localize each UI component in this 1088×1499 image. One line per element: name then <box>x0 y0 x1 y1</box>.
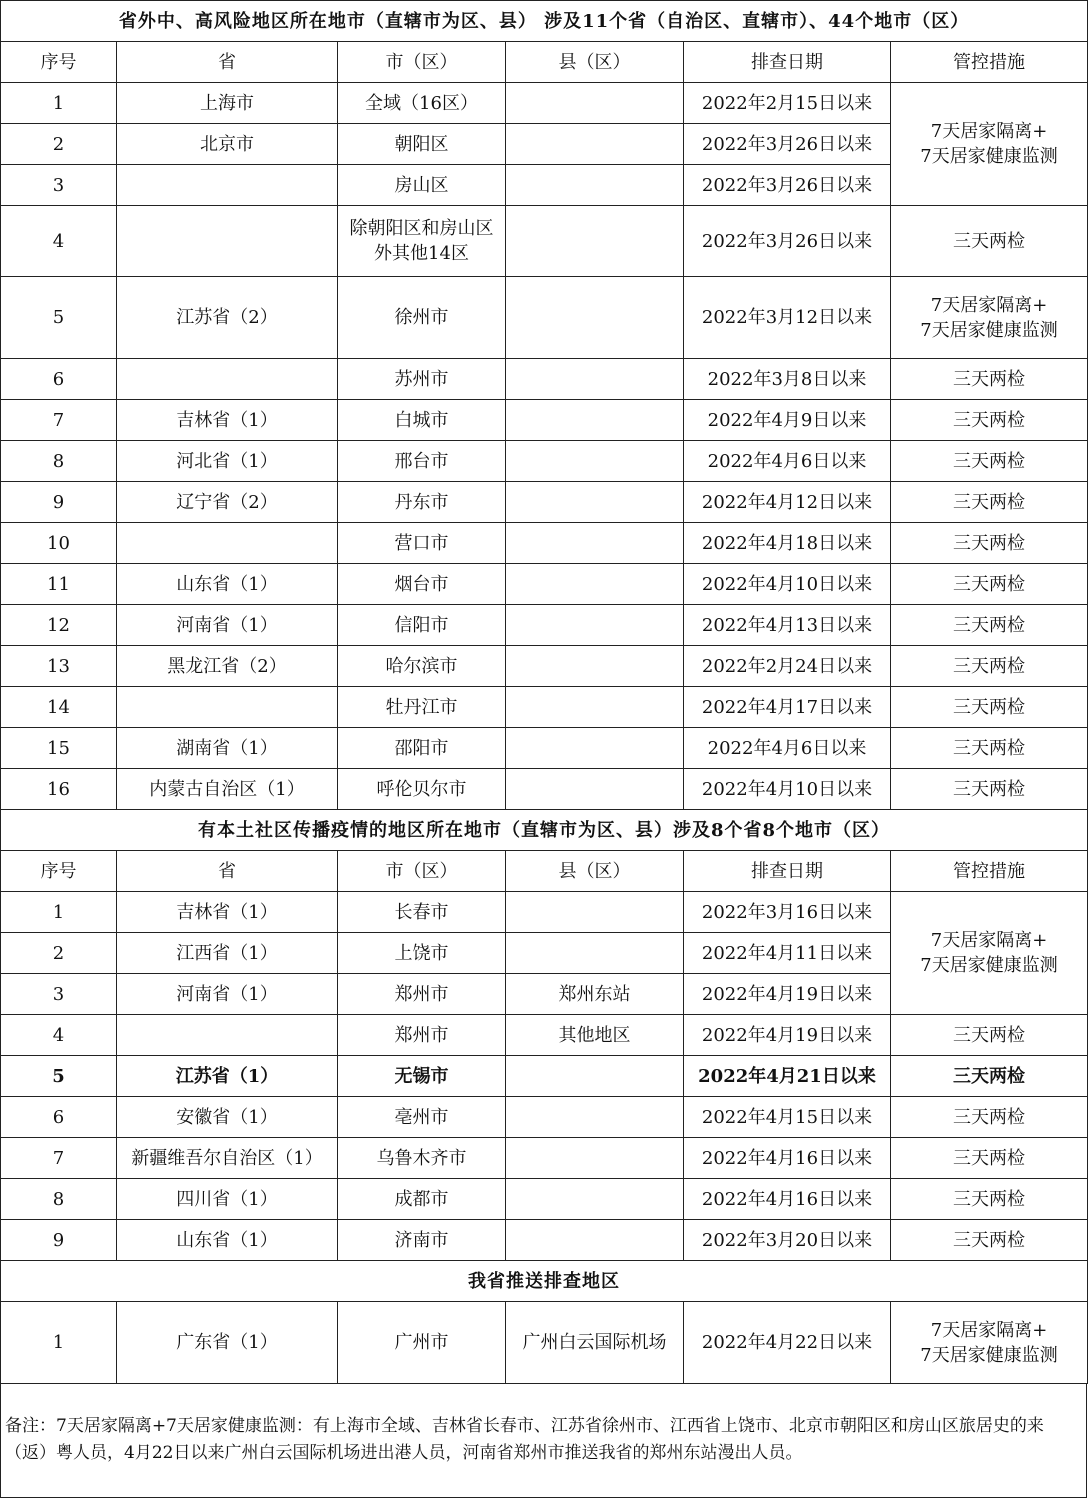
city-cell: 白城市 <box>338 400 506 441</box>
province-cell: 山东省（1） <box>117 1220 338 1261</box>
county-cell: 其他地区 <box>506 1015 684 1056</box>
province-cell: 四川省（1） <box>117 1179 338 1220</box>
date-cell: 2022年4月16日以来 <box>684 1179 891 1220</box>
column-header: 县（区） <box>506 42 684 83</box>
measure-cell: 三天两检 <box>891 1220 1088 1261</box>
table-row <box>1 277 1088 359</box>
city-cell: 济南市 <box>338 1220 506 1261</box>
table-row <box>1 83 1088 124</box>
row-number: 6 <box>1 359 117 400</box>
header-row <box>1 851 1088 892</box>
section-title-row <box>1 1 1088 42</box>
county-cell <box>506 1056 684 1097</box>
city-cell: 邵阳市 <box>338 728 506 769</box>
footnote-text: 备注：7天居家隔离+7天居家健康监测：有上海市全域、吉林省长春市、江苏省徐州市、江西省上饶市、北京市朝阳区和房山区旅居史的来（返）粤人员，4月22日以来广州白云国际机场进出港人员，河南省郑州市推送我省的郑州东站漫出人员。 <box>5 1416 1044 1463</box>
row-number: 14 <box>1 687 117 728</box>
county-cell <box>506 1138 684 1179</box>
province-cell: 山东省（1） <box>117 564 338 605</box>
county-cell <box>506 1179 684 1220</box>
province-cell: 江西省（1） <box>117 933 338 974</box>
column-header: 排查日期 <box>684 42 891 83</box>
city-cell: 郑州市 <box>338 1015 506 1056</box>
table-row <box>1 1097 1088 1138</box>
province-cell: 江苏省（2） <box>117 277 338 359</box>
footnote <box>0 1383 1087 1498</box>
column-header: 序号 <box>1 851 117 892</box>
province-cell: 黑龙江省（2） <box>117 646 338 687</box>
table-row <box>1 646 1088 687</box>
city-cell: 烟台市 <box>338 564 506 605</box>
county-cell <box>506 523 684 564</box>
city-cell: 广州市 <box>338 1302 506 1384</box>
table-row <box>1 1179 1088 1220</box>
date-cell: 2022年4月10日以来 <box>684 769 891 810</box>
table-row <box>1 359 1088 400</box>
date-cell: 2022年4月19日以来 <box>684 974 891 1015</box>
date-cell: 2022年4月9日以来 <box>684 400 891 441</box>
date-cell: 2022年4月11日以来 <box>684 933 891 974</box>
row-number: 6 <box>1 1097 117 1138</box>
measure-cell: 三天两检 <box>891 1097 1088 1138</box>
date-cell: 2022年3月26日以来 <box>684 165 891 206</box>
measure-cell: 三天两检 <box>891 646 1088 687</box>
measure-cell: 三天两检 <box>891 1138 1088 1179</box>
date-cell: 2022年4月13日以来 <box>684 605 891 646</box>
measure-cell: 7天居家隔离+ 7天居家健康监测 <box>891 892 1088 1015</box>
table-row <box>1 441 1088 482</box>
column-header: 市（区） <box>338 42 506 83</box>
date-cell: 2022年4月12日以来 <box>684 482 891 523</box>
province-cell <box>117 687 338 728</box>
county-cell <box>506 441 684 482</box>
city-cell: 徐州市 <box>338 277 506 359</box>
city-cell: 郑州市 <box>338 974 506 1015</box>
section-title: 有本土社区传播疫情的地区所在地市（直辖市为区、县）涉及8个省8个地市（区） <box>1 810 1088 851</box>
province-cell: 河南省（1） <box>117 974 338 1015</box>
date-cell: 2022年4月16日以来 <box>684 1138 891 1179</box>
section-title: 省外中、高风险地区所在地市（直辖市为区、县） 涉及11个省（自治区、直辖市）、44个地市（区） <box>1 1 1088 42</box>
date-cell: 2022年4月22日以来 <box>684 1302 891 1384</box>
county-cell <box>506 482 684 523</box>
date-cell: 2022年4月17日以来 <box>684 687 891 728</box>
row-number: 12 <box>1 605 117 646</box>
measure-cell: 三天两检 <box>891 1179 1088 1220</box>
province-cell <box>117 206 338 277</box>
table-row <box>1 1220 1088 1261</box>
row-number: 4 <box>1 1015 117 1056</box>
row-number: 13 <box>1 646 117 687</box>
county-cell <box>506 206 684 277</box>
column-header: 市（区） <box>338 851 506 892</box>
table-row <box>1 769 1088 810</box>
city-cell: 亳州市 <box>338 1097 506 1138</box>
province-cell: 湖南省（1） <box>117 728 338 769</box>
city-cell: 乌鲁木齐市 <box>338 1138 506 1179</box>
province-cell <box>117 523 338 564</box>
county-cell <box>506 687 684 728</box>
table-row <box>1 523 1088 564</box>
city-cell: 牡丹江市 <box>338 687 506 728</box>
county-cell <box>506 1097 684 1138</box>
section-title-row <box>1 810 1088 851</box>
measure-cell: 三天两检 <box>891 441 1088 482</box>
table-row <box>1 1138 1088 1179</box>
province-cell <box>117 1015 338 1056</box>
date-cell: 2022年2月15日以来 <box>684 83 891 124</box>
row-number: 15 <box>1 728 117 769</box>
province-cell: 广东省（1） <box>117 1302 338 1384</box>
table-row <box>1 728 1088 769</box>
column-header: 省 <box>117 851 338 892</box>
row-number: 2 <box>1 933 117 974</box>
row-number: 1 <box>1 892 117 933</box>
row-number: 2 <box>1 124 117 165</box>
date-cell: 2022年4月6日以来 <box>684 728 891 769</box>
row-number: 16 <box>1 769 117 810</box>
province-cell: 内蒙古自治区（1） <box>117 769 338 810</box>
date-cell: 2022年4月6日以来 <box>684 441 891 482</box>
county-cell <box>506 892 684 933</box>
column-header: 序号 <box>1 42 117 83</box>
city-cell: 长春市 <box>338 892 506 933</box>
measure-cell: 7天居家隔离+ 7天居家健康监测 <box>891 277 1088 359</box>
province-cell: 吉林省（1） <box>117 400 338 441</box>
city-cell: 呼伦贝尔市 <box>338 769 506 810</box>
table-row <box>1 564 1088 605</box>
province-cell <box>117 165 338 206</box>
row-number: 5 <box>1 1056 117 1097</box>
county-cell <box>506 728 684 769</box>
table-row <box>1 687 1088 728</box>
county-cell <box>506 83 684 124</box>
table-row <box>1 1015 1088 1056</box>
column-header: 管控措施 <box>891 42 1088 83</box>
city-cell: 朝阳区 <box>338 124 506 165</box>
column-header: 县（区） <box>506 851 684 892</box>
city-cell: 苏州市 <box>338 359 506 400</box>
column-header: 省 <box>117 42 338 83</box>
table-row <box>1 1302 1088 1384</box>
row-number: 7 <box>1 1138 117 1179</box>
county-cell <box>506 165 684 206</box>
county-cell <box>506 124 684 165</box>
date-cell: 2022年3月26日以来 <box>684 124 891 165</box>
measure-cell: 三天两检 <box>891 359 1088 400</box>
city-cell: 无锡市 <box>338 1056 506 1097</box>
city-cell: 丹东市 <box>338 482 506 523</box>
date-cell: 2022年3月8日以来 <box>684 359 891 400</box>
date-cell: 2022年4月18日以来 <box>684 523 891 564</box>
county-cell <box>506 1220 684 1261</box>
table-row <box>1 206 1088 277</box>
measure-cell: 三天两检 <box>891 1056 1088 1097</box>
county-cell <box>506 933 684 974</box>
province-cell: 新疆维吾尔自治区（1） <box>117 1138 338 1179</box>
column-header: 排查日期 <box>684 851 891 892</box>
measure-cell: 三天两检 <box>891 1015 1088 1056</box>
province-cell: 吉林省（1） <box>117 892 338 933</box>
measure-cell: 三天两检 <box>891 769 1088 810</box>
row-number: 5 <box>1 277 117 359</box>
table-row <box>1 400 1088 441</box>
province-cell <box>117 359 338 400</box>
row-number: 11 <box>1 564 117 605</box>
row-number: 7 <box>1 400 117 441</box>
province-cell: 北京市 <box>117 124 338 165</box>
measure-cell: 三天两检 <box>891 728 1088 769</box>
row-number: 10 <box>1 523 117 564</box>
city-cell: 信阳市 <box>338 605 506 646</box>
city-cell: 哈尔滨市 <box>338 646 506 687</box>
measure-cell: 三天两检 <box>891 687 1088 728</box>
row-number: 3 <box>1 974 117 1015</box>
table-row <box>1 892 1088 933</box>
date-cell: 2022年3月16日以来 <box>684 892 891 933</box>
row-number: 8 <box>1 441 117 482</box>
measure-cell: 三天两检 <box>891 605 1088 646</box>
table-row <box>1 482 1088 523</box>
row-number: 8 <box>1 1179 117 1220</box>
measure-cell: 三天两检 <box>891 206 1088 277</box>
province-cell: 上海市 <box>117 83 338 124</box>
date-cell: 2022年4月15日以来 <box>684 1097 891 1138</box>
city-cell: 除朝阳区和房山区 外其他14区 <box>338 206 506 277</box>
row-number: 3 <box>1 165 117 206</box>
county-cell <box>506 605 684 646</box>
measure-cell: 7天居家隔离+ 7天居家健康监测 <box>891 1302 1088 1384</box>
date-cell: 2022年4月10日以来 <box>684 564 891 605</box>
county-cell: 广州白云国际机场 <box>506 1302 684 1384</box>
province-cell: 江苏省（1） <box>117 1056 338 1097</box>
county-cell <box>506 564 684 605</box>
province-cell: 河北省（1） <box>117 441 338 482</box>
date-cell: 2022年4月19日以来 <box>684 1015 891 1056</box>
date-cell: 2022年4月21日以来 <box>684 1056 891 1097</box>
city-cell: 成都市 <box>338 1179 506 1220</box>
county-cell <box>506 646 684 687</box>
date-cell: 2022年2月24日以来 <box>684 646 891 687</box>
row-number: 1 <box>1 1302 117 1384</box>
city-cell: 营口市 <box>338 523 506 564</box>
measure-cell: 三天两检 <box>891 523 1088 564</box>
city-cell: 房山区 <box>338 165 506 206</box>
city-cell: 全域（16区） <box>338 83 506 124</box>
county-cell <box>506 769 684 810</box>
header-row <box>1 42 1088 83</box>
province-cell: 安徽省（1） <box>117 1097 338 1138</box>
measure-cell: 三天两检 <box>891 564 1088 605</box>
province-cell: 辽宁省（2） <box>117 482 338 523</box>
measure-cell: 三天两检 <box>891 482 1088 523</box>
column-header: 管控措施 <box>891 851 1088 892</box>
row-number: 9 <box>1 482 117 523</box>
province-cell: 河南省（1） <box>117 605 338 646</box>
row-number: 1 <box>1 83 117 124</box>
county-cell <box>506 277 684 359</box>
table-row <box>1 1056 1088 1097</box>
city-cell: 邢台市 <box>338 441 506 482</box>
date-cell: 2022年3月20日以来 <box>684 1220 891 1261</box>
section-title: 我省推送排查地区 <box>1 1261 1088 1302</box>
county-cell: 郑州东站 <box>506 974 684 1015</box>
county-cell <box>506 400 684 441</box>
date-cell: 2022年3月26日以来 <box>684 206 891 277</box>
measure-cell: 7天居家隔离+ 7天居家健康监测 <box>891 83 1088 206</box>
table-body <box>1 1 1088 1384</box>
county-cell <box>506 359 684 400</box>
table-row <box>1 605 1088 646</box>
city-cell: 上饶市 <box>338 933 506 974</box>
section-title-row <box>1 1261 1088 1302</box>
measure-cell: 三天两检 <box>891 400 1088 441</box>
date-cell: 2022年3月12日以来 <box>684 277 891 359</box>
row-number: 4 <box>1 206 117 277</box>
row-number: 9 <box>1 1220 117 1261</box>
